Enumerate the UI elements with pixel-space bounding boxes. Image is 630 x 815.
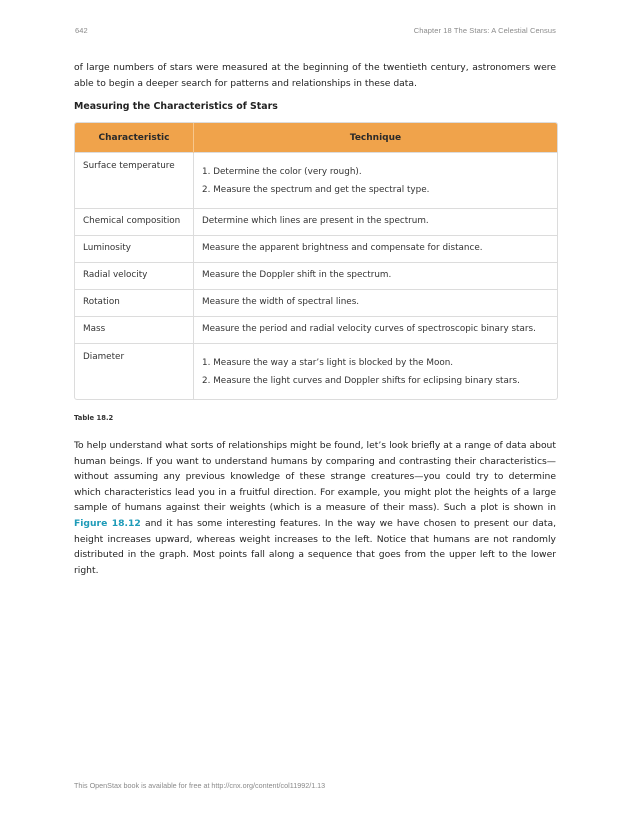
row-technique: Measure the width of spectral lines.	[194, 290, 558, 317]
table-title: Measuring the Characteristics of Stars	[74, 101, 278, 112]
table-row	[75, 236, 557, 263]
row-characteristic: Mass	[75, 317, 194, 344]
technique-step: 2. Measure the light curves and Doppler shifts for eclipsing binary stars.	[202, 376, 520, 386]
table-row	[75, 209, 557, 236]
table-header-row	[75, 123, 557, 153]
body-paragraph	[74, 438, 556, 578]
row-characteristic: Surface temperature	[75, 153, 194, 209]
row-technique: Measure the apparent brightness and compensate for distance.	[194, 236, 558, 263]
column-header-characteristic: Characteristic	[75, 123, 194, 153]
row-technique: Determine which lines are present in the spectrum.	[194, 209, 558, 236]
row-technique	[194, 344, 558, 400]
table-row	[75, 290, 557, 317]
column-header-technique: Technique	[194, 123, 558, 153]
row-characteristic: Chemical composition	[75, 209, 194, 236]
table-row	[75, 153, 557, 209]
body-text-after-link: and it has some interesting features. In the way we have chosen to present our data, height increases upward, whereas weight increases to the left. Notice that humans are not randomly distributed in the graph. Most points fall along a sequence that goes from the upper left to the lower right.	[74, 517, 556, 576]
row-technique	[194, 153, 558, 209]
technique-step: 2. Measure the spectrum and get the spectral type.	[202, 185, 430, 195]
page-number: 642	[75, 26, 88, 35]
intro-paragraph: of large numbers of stars were measured at the beginning of the twentieth century, astronomers were able to begin a deeper search for patterns and relationships in these data.	[74, 62, 556, 89]
table-row	[75, 344, 557, 400]
row-technique: Measure the period and radial velocity curves of spectroscopic binary stars.	[194, 317, 558, 344]
row-characteristic: Diameter	[75, 344, 194, 400]
figure-link[interactable]: Figure 18.12	[74, 517, 141, 529]
row-characteristic: Luminosity	[75, 236, 194, 263]
row-characteristic: Radial velocity	[75, 263, 194, 290]
table-row	[75, 317, 557, 344]
table-row	[75, 263, 557, 290]
table-caption: Table 18.2	[74, 414, 114, 422]
technique-step: 1. Measure the way a star’s light is blocked by the Moon.	[202, 358, 454, 368]
page-footer: This OpenStax book is available for free at http://cnx.org/content/col11992/1.13	[74, 781, 326, 790]
characteristics-table	[74, 122, 558, 400]
technique-step: 1. Determine the color (very rough).	[202, 167, 362, 177]
row-technique: Measure the Doppler shift in the spectrum.	[194, 263, 558, 290]
row-characteristic: Rotation	[75, 290, 194, 317]
chapter-title: Chapter 18 The Stars: A Celestial Census	[413, 26, 556, 35]
body-text-before-link: To help understand what sorts of relationships might be found, let’s look briefly at a range of data about human beings. If you want to understand humans by comparing and contrasting their characteristics—without assuming any previous knowledge of these strange creatures—you could try to determine which characteristics lead you in a fruitful direction. For example, you might plot the heights of a large sample of humans against their weights (which is a measure of their mass). Such a plot is shown in	[74, 440, 556, 514]
